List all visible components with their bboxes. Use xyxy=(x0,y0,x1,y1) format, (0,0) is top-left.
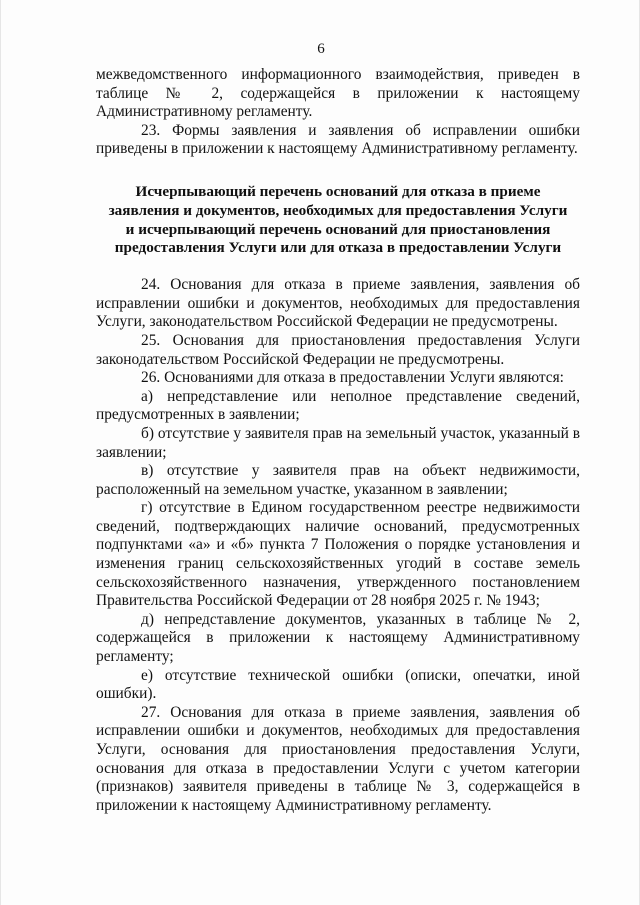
list-item-v: в) отсутствие у заявителя прав на объект недвижимости, расположенный на земельном участке, указанном в заявлении; xyxy=(96,462,580,498)
list-item-a: а) непредставление или неполное представление сведений, предусмотренных в заявлении; xyxy=(96,387,580,424)
section-heading xyxy=(96,183,580,258)
paragraph-24: 24. Основания для отказа в приеме заявления, заявления об исправлении ошибки и документов, необходимых для предоставления Услуги, законодательством Российской Федерации не предусмотрены. xyxy=(96,276,580,331)
heading-line: предоставления Услуги или для отказа в предоставлении Услуги xyxy=(114,239,562,257)
list-item-e: е) отсутствие технической ошибки (описки, опечатки, иной ошибки). xyxy=(96,666,580,703)
heading-line: и исчерпывающий перечень оснований для приостановления xyxy=(125,220,551,238)
heading-line: заявления и документов, необходимых для предоставления Услуги xyxy=(108,201,568,219)
list-item-g: г) отсутствие в Едином государственном реестре недвижимости сведений, подтверждающих наличие оснований, предусмотренных подпунктами «а» и «б» пункта 7 Положения о порядке установления и изменения границ сельскохозяйственных угодий в составе земель сельскохозяйственного назначения, утвержденного постановлением Правительства Российской Федерации от 28 ноября 2025 г. № 1943; xyxy=(96,499,580,610)
paragraph-25: 25. Основания для приостановления предоставления Услуги законодательством Российской Федерации не предусмотрены. xyxy=(96,331,580,368)
paragraph-27: 27. Основания для отказа в приеме заявления, заявления об исправлении ошибки и документов, необходимых для предоставления Услуги, основания для приостановления предоставления Услуги, основания для отказа в предоставлении Услуги с учетом категории (признаков) заявителя приведены в таблице № 3, содержащейся в приложении к настоящему Административному регламенту. xyxy=(96,703,580,814)
list-item-b: б) отсутствие у заявителя прав на земельный участок, указанный в заявлении; xyxy=(96,424,580,461)
paragraph-26: 26. Основаниями для отказа в предоставлении Услуги являются: xyxy=(141,369,564,387)
document-body xyxy=(96,66,580,815)
heading-line: Исчерпывающий перечень оснований для отказа в приеме xyxy=(135,182,541,200)
list-item-d: д) непредставление документов, указанных в таблице № 2, содержащейся в приложении к настоящему Административному регламенту; xyxy=(96,610,580,666)
paragraph-continuation: межведомственного информационного взаимодействия, приведен в таблице № 2, содержащейся в приложении к настоящему Административному регламенту. xyxy=(96,66,580,121)
paragraph-23: 23. Формы заявления и заявления об исправлении ошибки приведены в приложении к настоящему Административному регламенту. xyxy=(96,121,580,158)
page-number: 6 xyxy=(317,41,325,57)
